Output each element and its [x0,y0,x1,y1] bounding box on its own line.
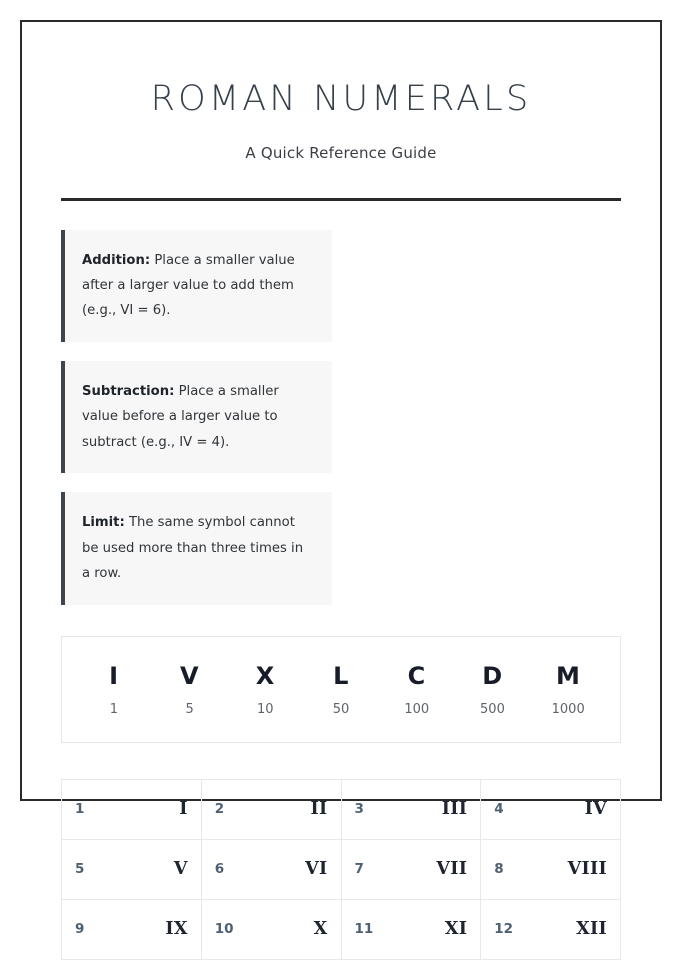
symbol-value-i: 1 [109,701,118,717]
symbol-value-x: 10 [257,701,274,717]
table-numeral: III [411,779,481,839]
table-number: 12 [481,899,551,959]
symbol-value-m: 1000 [551,701,585,717]
table-row [62,899,621,959]
table-numeral: IX [131,899,201,959]
table-numeral: X [271,899,341,959]
symbol-entry-x [227,661,303,717]
symbol-entry-l [303,661,379,717]
symbol-glyph-d: D [482,661,503,690]
rule-text-limit: The same symbol cannot be used more than three times in a row. [82,515,304,582]
page-content [22,22,660,940]
table-number: 6 [201,839,271,899]
rules-section [61,230,621,605]
numerals-lookup-table [61,779,621,960]
symbol-value-c: 100 [404,701,430,717]
rule-card-subtraction [61,361,332,473]
table-number: 3 [341,779,411,839]
rule-term-subtraction: Subtraction: [82,383,175,399]
table-number: 11 [341,899,411,959]
symbol-glyph-m: M [555,661,581,690]
header-divider [61,198,621,201]
symbol-glyph-v: V [180,661,200,690]
symbol-value-l: 50 [332,701,350,717]
table-number: 5 [62,839,132,899]
rule-text-addition: Place a smaller value after a larger value to add them (e.g., VI = 6). [82,252,295,319]
symbol-entry-i [76,661,152,717]
rule-card-limit [61,492,332,604]
symbol-entry-v [152,661,228,717]
symbol-glyph-c: C [407,661,426,690]
table-numeral: IV [551,779,621,839]
page-subtitle: A Quick Reference Guide [245,143,437,162]
table-number: 9 [62,899,132,959]
table-numeral: I [131,779,201,839]
rule-term-limit: Limit: [82,515,125,531]
symbol-entry-m [530,661,606,717]
table-number: 4 [481,779,551,839]
symbols-reference-box [61,636,621,743]
symbol-glyph-x: X [255,661,275,690]
table-row [62,779,621,839]
symbol-value-v: 5 [185,701,194,717]
symbol-glyph-l: L [333,661,349,690]
table-number: 1 [62,779,132,839]
rule-card-addition [61,230,332,342]
table-numeral: VI [271,839,341,899]
rule-text-subtraction: Place a smaller value before a larger value to subtract (e.g., IV = 4). [82,383,279,450]
table-number: 7 [341,839,411,899]
table-number: 2 [201,779,271,839]
table-numeral: XI [411,899,481,959]
table-number: 8 [481,839,551,899]
table-numeral: VIII [551,839,621,899]
table-numeral: V [131,839,201,899]
table-row [62,839,621,899]
symbol-glyph-i: I [109,661,119,690]
table-numeral: II [271,779,341,839]
table-number: 10 [201,899,271,959]
symbol-entry-c [379,661,455,717]
table-numeral: XII [551,899,621,959]
table-numeral: VII [411,839,481,899]
symbol-value-d: 500 [480,701,505,717]
page-title: ROMAN NUMERALS [150,79,532,119]
document-page [20,20,662,940]
symbol-entry-d [455,661,531,717]
rule-term-addition: Addition: [82,252,151,268]
